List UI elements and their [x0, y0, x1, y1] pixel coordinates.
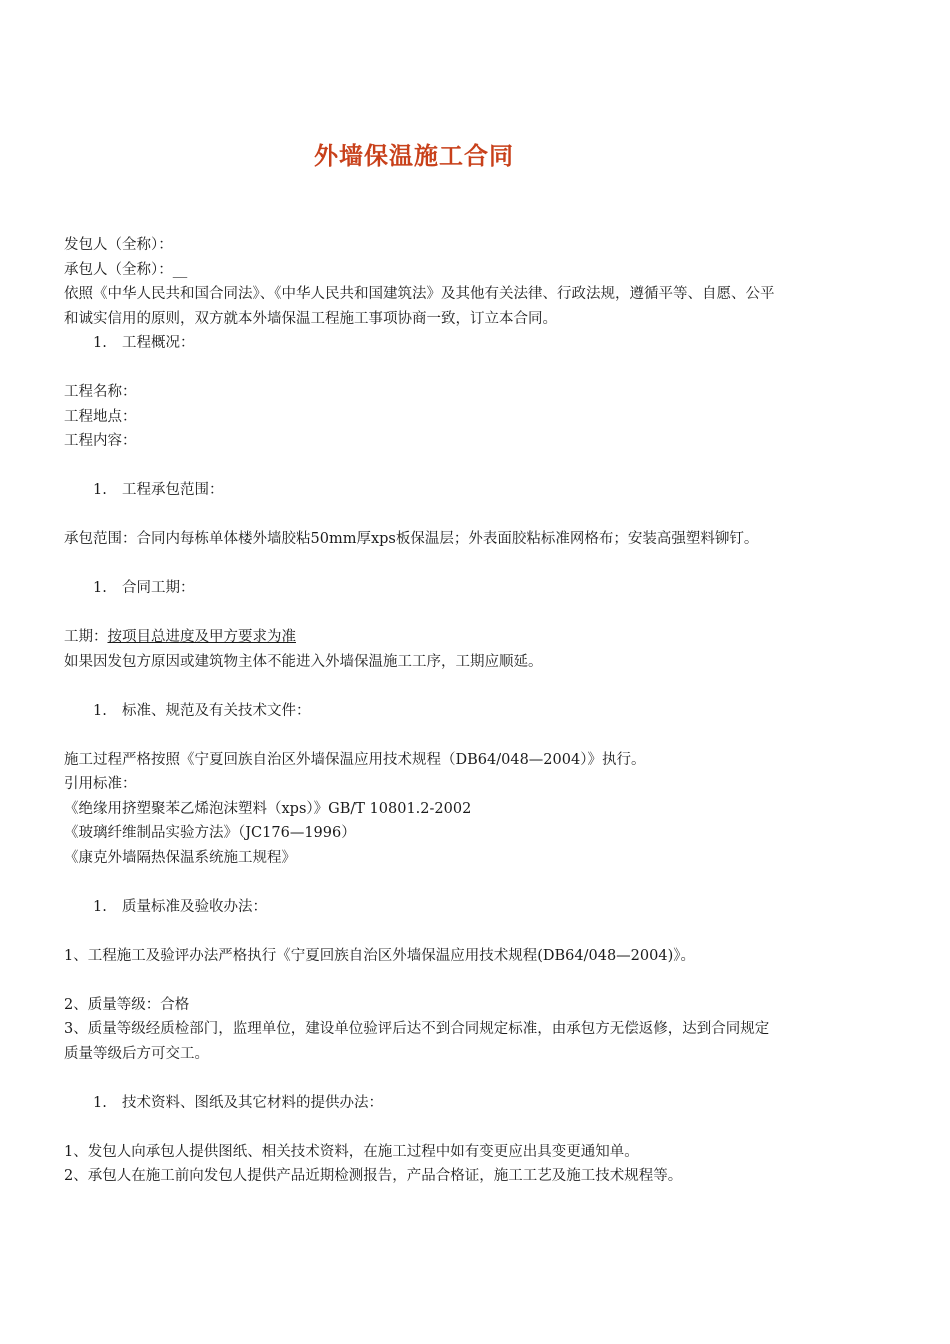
section-number: 1.	[93, 702, 107, 719]
standards-text: 施工过程严格按照《宁夏回族自治区外墙保温应用技术规程（DB64/048—2004）》执行。	[64, 751, 646, 768]
section-number: 1.	[93, 482, 107, 498]
section-title: 标准、规范及有关技术文件：	[122, 702, 311, 719]
section-title: 工程概况：	[122, 335, 195, 351]
section-heading-quality	[64, 895, 784, 920]
section-title: 合同工期：	[122, 580, 195, 596]
section-title: 技术资料、图纸及其它材料的提供办法：	[122, 1094, 383, 1111]
section-title: 工程承包范围：	[122, 482, 224, 498]
section-heading-standards	[64, 699, 784, 724]
period-value: 按项目总进度及甲方要求为准	[107, 629, 296, 645]
materials-item-1: 1、发包人向承包人提供图纸、相关技术资料，在施工过程中如有变更应出具变更通知单。	[64, 1143, 639, 1160]
period-line	[64, 625, 784, 650]
project-name-field: 工程名称：	[64, 384, 137, 400]
section-heading-period	[64, 576, 784, 601]
section-number: 1.	[93, 1094, 107, 1111]
party-a-line: 发包人（全称）：	[64, 237, 173, 253]
document-body	[64, 233, 784, 1189]
period-label: 工期：	[64, 629, 108, 645]
intro-paragraph: 依照《中华人民共和国合同法》、《中华人民共和国建筑法》及其他有关法律、行政法规，遵循平等、自愿、公平和诚实信用的原则，双方就本外墙保温工程施工事项协商一致，订立本合同。	[64, 286, 775, 327]
project-location-field: 工程地点：	[64, 408, 137, 425]
section-number: 1.	[93, 335, 107, 351]
materials-item-2: 2、承包人在施工前向发包人提供产品近期检测报告，产品合格证，施工工艺及施工技术规程等。	[64, 1168, 683, 1184]
scope-paragraph: 承包范围：合同内每栋单体楼外墙胶粘50mm厚xps板保温层；外表面胶粘标准网格布；安装高强塑料铆钉。	[64, 531, 759, 547]
party-b-line: 承包人（全称）：__	[64, 261, 188, 278]
project-content-field: 工程内容：	[64, 433, 137, 449]
quality-item-1: 1、工程施工及验评办法严格执行《宁夏回族自治区外墙保温应用技术规程(DB64/048—2004)》。	[64, 947, 695, 964]
section-number: 1.	[93, 580, 107, 596]
delay-clause: 如果因发包方原因或建筑物主体不能进入外墙保温施工工序，工期应顺延。	[64, 653, 543, 670]
section-heading-overview	[64, 331, 784, 356]
reference-item: 《玻璃纤维制品实验方法》（JC176—1996）	[64, 825, 356, 841]
reference-item: 《康克外墙隔热保温系统施工规程》	[64, 849, 296, 866]
reference-item: 《绝缘用挤塑聚苯乙烯泡沫塑料（xps）》GB/T 10801.2-2002	[64, 800, 472, 817]
reference-label: 引用标准：	[64, 776, 137, 792]
section-heading-materials	[64, 1091, 784, 1116]
section-title: 质量标准及验收办法：	[122, 898, 267, 915]
section-number: 1.	[93, 898, 107, 915]
section-heading-scope	[64, 478, 784, 503]
document-title: 外墙保温施工合同	[314, 142, 514, 170]
quality-item-2: 2、质量等级：合格	[64, 996, 190, 1013]
quality-item-3: 3、质量等级经质检部门，监理单位，建设单位验评后达不到合同规定标准，由承包方无偿返修，达到合同规定质量等级后方可交工。	[64, 1021, 770, 1062]
